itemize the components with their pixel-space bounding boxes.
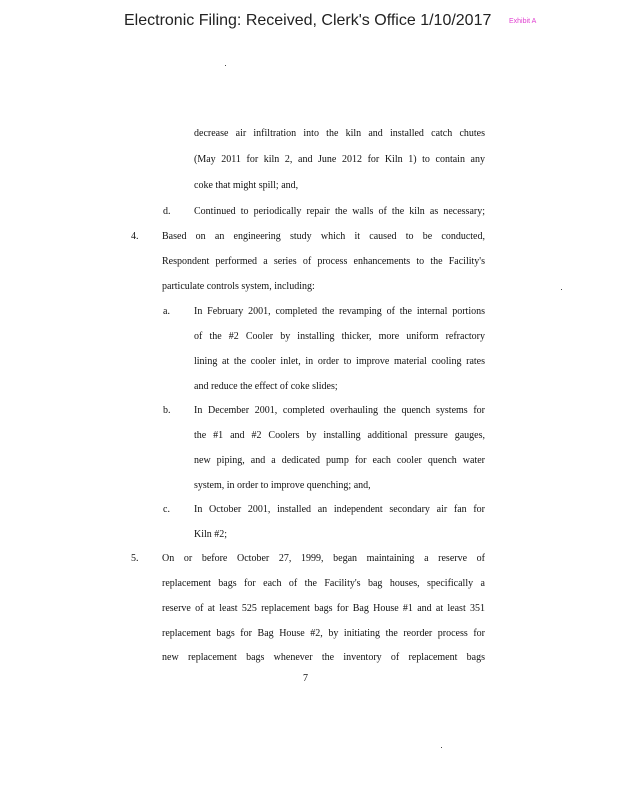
scan-speck [561,289,562,290]
item-line: Kiln #2; [194,529,228,540]
item-line: In February 2001, completed the revamping of the internal portions [194,306,485,317]
paragraph-line: new replacement bags whenever the inventory of replacement bags [162,652,485,663]
paragraph-line: On or before October 27, 1999, began maintaining a reserve of [162,553,485,564]
exhibit-stamp: Exhibit A [509,18,537,25]
paragraph-number: 5. [131,553,139,564]
paragraph-line: reserve of at least 525 replacement bags for Bag House #1 and at least 351 [162,603,485,614]
item-line: and reduce the effect of coke slides; [194,381,338,392]
filing-header: Electronic Filing: Received, Clerk's Office 1/10/2017 [124,12,492,29]
paragraph-line: particulate controls system, including: [162,281,315,292]
item-marker: b. [163,405,171,416]
scan-speck [441,747,442,748]
item-marker: c. [163,504,170,515]
item-line: the #1 and #2 Coolers by installing additional pressure gauges, [194,430,485,441]
continuation-line: decrease air infiltration into the kiln and installed catch chutes [194,128,485,139]
continuation-line: coke that might spill; and, [194,180,299,191]
item-marker: d. [163,206,171,217]
item-line: lining at the cooler inlet, in order to improve material cooling rates [194,356,485,367]
item-line: In October 2001, installed an independent secondary air fan for [194,504,485,515]
paragraph-line: replacement bags for Bag House #2, by initiating the reorder process for [162,628,485,639]
paragraph-line: Based on an engineering study which it caused to be conducted, [162,231,485,242]
continuation-line: (May 2011 for kiln 2, and June 2012 for Kiln 1) to contain any [194,154,485,165]
scan-speck [225,65,226,66]
paragraph-line: Respondent performed a series of process enhancements to the Facility's [162,256,485,267]
item-line: new piping, and a dedicated pump for each cooler quench water [194,455,485,466]
page-number: 7 [303,673,308,684]
paragraph-number: 4. [131,231,139,242]
item-line: Continued to periodically repair the walls of the kiln as necessary; [194,206,485,217]
paragraph-line: replacement bags for each of the Facility's bag houses, specifically a [162,578,485,589]
item-line: In December 2001, completed overhauling the quench systems for [194,405,485,416]
item-line: of the #2 Cooler by installing thicker, more uniform refractory [194,331,485,342]
item-marker: a. [163,306,170,317]
item-line: system, in order to improve quenching; and, [194,480,371,491]
